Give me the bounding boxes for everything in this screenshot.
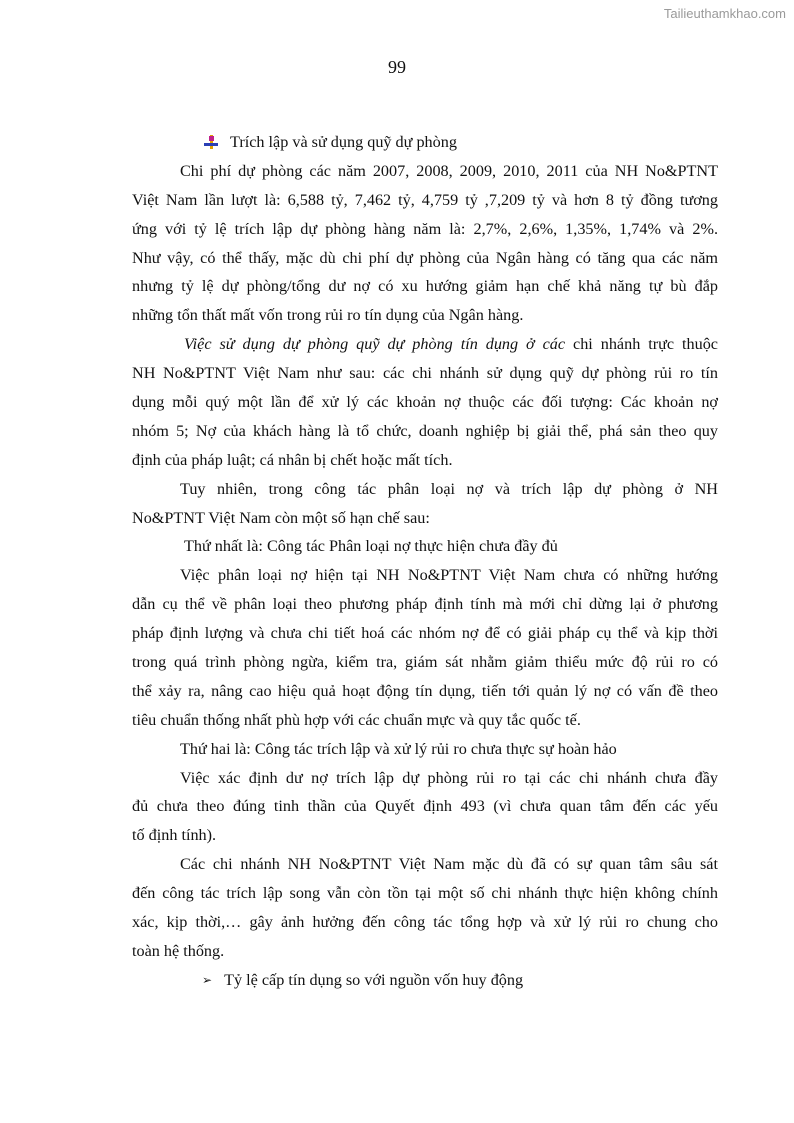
text-line: ứng với tỷ lệ trích lập dự phòng hàng năm là: 2,7%, 2,6%, 1,35%, 1,74% và 2%.: [132, 219, 718, 238]
text-line: đủ chưa theo đúng tinh thần của Quyết định 493 (vì chưa quan tâm đến các yếu: [132, 797, 718, 816]
paragraph-provision-determination: [132, 764, 718, 851]
text-line: định của pháp luật; cá nhân bị chết hoặc mất tích.: [132, 450, 453, 469]
paragraph-limitations-intro: [132, 475, 718, 533]
text-line: pháp định lượng và chưa chi tiết hoá các nhóm nợ để có giải pháp cụ thể và kịp thời: [132, 624, 718, 643]
text-line: [132, 330, 718, 359]
text-line: Việt Nam lần lượt là: 6,588 tỷ, 7,462 tỷ, 4,759 tỷ ,7,209 tỷ và hơn 8 tỷ đồng tương: [132, 190, 718, 209]
text-line: thể xảy ra, nâng cao hiệu quả hoạt động tín dụng, tiến tới quản lý nợ có vấn đề theo: [132, 681, 718, 700]
text-line: Các chi nhánh NH No&PTNT Việt Nam mặc dù đã có sự quan tâm sâu sát: [180, 855, 718, 874]
text-line: đến công tác trích lập song vẫn còn tồn tại một số chi nhánh thực hiện không chính: [132, 884, 718, 903]
text-line: xác, kịp thời,… gây ảnh hưởng đến công tác tổng hợp và xử lý rủi ro chung cho: [132, 913, 718, 932]
text-line: dẫn cụ thể về phân loại theo phương pháp định tính mà mới chỉ dừng lại ở phương: [132, 595, 718, 614]
paragraph-classification: [132, 561, 718, 734]
text-line: Như vậy, có thể thấy, mặc dù chi phí dự phòng của Ngân hàng có tăng qua các năm: [132, 248, 718, 267]
text-line: dụng mỗi quý một lần để xử lý các khoản nợ thuộc các đối tượng: Các khoản nợ: [132, 393, 718, 412]
paragraph-provision-usage: [132, 330, 718, 474]
text-line: No&PTNT Việt Nam còn một số hạn chế sau:: [132, 508, 430, 527]
text-line: Việc phân loại nợ hiện tại NH No&PTNT Việt Nam chưa có những hướng: [180, 566, 718, 585]
text-line: nhóm 5; Nợ của khách hàng là tổ chức, doanh nghiệp bị giải thể, phá sản theo quy: [132, 421, 718, 440]
heading-text: Trích lập và sử dụng quỹ dự phòng: [230, 133, 457, 151]
heading-text: Tỷ lệ cấp tín dụng so với nguồn vốn huy động: [224, 970, 524, 989]
text-line: những tổn thất mất vốn trong rủi ro tín dụng của Ngân hàng.: [132, 306, 524, 325]
second-point-heading: Thứ hai là: Công tác trích lập và xử lý rủi ro chưa thực sự hoàn hảo: [180, 739, 617, 758]
document-body: [132, 128, 718, 995]
text-span: chi nhánh trực thuộc: [565, 335, 718, 354]
text-line: Chi phí dự phòng các năm 2007, 2008, 2009, 2010, 2011 của NH No&PTNT: [180, 161, 718, 180]
text-line: tiêu chuẩn thống nhất phù hợp với các chuẩn mực và quy tắc quốc tế.: [132, 710, 581, 729]
text-line: nhưng tỷ lệ dự phòng/tổng dư nợ có xu hướng giảm hạn chế khả năng tự bù đắp: [132, 277, 718, 296]
italic-phrase: Việc sử dụng dự phòng quỹ dự phòng tín dụng ở các: [184, 335, 566, 354]
text-line: tố định tính).: [132, 826, 217, 845]
colored-cross-bullet-icon: [204, 135, 218, 149]
first-point-heading: Thứ nhất là: Công tác Phân loại nợ thực hiện chưa đầy đủ: [184, 537, 558, 556]
paragraph-provision-costs: [132, 157, 718, 330]
watermark: Tailieuthamkhao.com: [663, 6, 786, 21]
text-line: Việc xác định dư nợ trích lập dự phòng rủi ro tại các chi nhánh chưa đầy: [180, 768, 718, 787]
text-line: trong quá trình phòng ngừa, kiểm tra, giám sát nhằm giảm thiểu mức độ rủi ro có: [132, 653, 718, 672]
text-line: NH No&PTNT Việt Nam như sau: các chi nhánh sử dụng quỹ dự phòng rủi ro tín: [132, 364, 718, 383]
section-heading-credit-ratio: [132, 966, 718, 995]
paragraph-branches: [132, 850, 718, 966]
arrow-bullet-icon: ➢: [202, 972, 213, 987]
text-line: Tuy nhiên, trong công tác phân loại nợ và trích lập dự phòng ở NH: [180, 479, 718, 498]
section-heading-provision: [132, 128, 718, 157]
page-number: 99: [388, 57, 406, 77]
text-line: toàn hệ thống.: [132, 941, 225, 960]
